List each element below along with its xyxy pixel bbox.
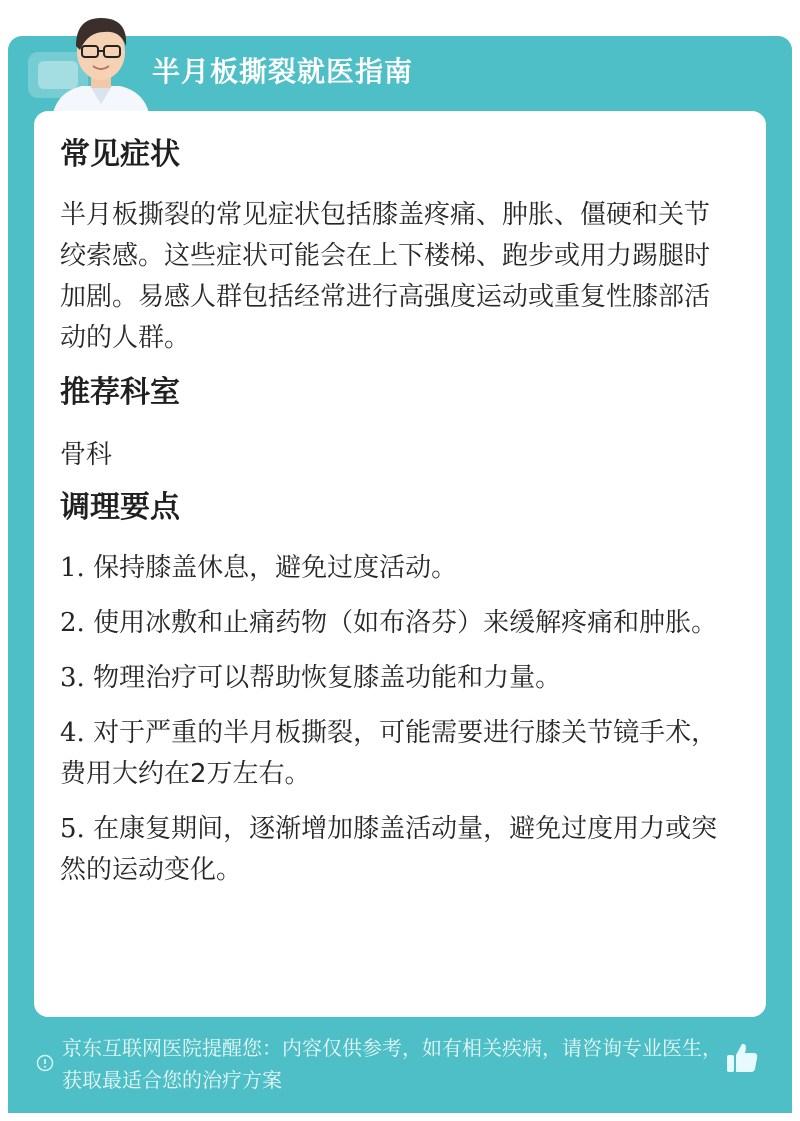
doctor-avatar [46,6,156,118]
list-item [60,548,726,589]
list-item-number: 1. [60,553,85,583]
list-item-text: 使用冰敷和止痛药物（如布洛芬）来缓解疼痛和肿胀。 [84,608,718,638]
list-item-text: 物理治疗可以帮助恢复膝盖功能和力量。 [84,663,562,693]
symptoms-text: 半月板撕裂的常见症状包括膝盖疼痛、肿胀、僵硬和关节绞索感。这些症状可能会在上下楼梯、跑步或用力踢腿时加剧。易感人群包括经常进行高强度运动或重复性膝部活动的人群。 [60,200,711,353]
department-text: 骨科 [60,440,113,470]
content-card [34,111,766,1017]
content-body [60,135,726,905]
list-item-number: 5. [60,814,85,844]
care-list [60,548,726,891]
info-icon [36,1054,54,1072]
disclaimer-text: 京东互联网医院提醒您：内容仅供参考，如有相关疾病，请咨询专业医生，获取最适合您的治疗方案 [62,1036,722,1092]
list-item-text: 对于严重的半月板撕裂，可能需要进行膝关节镜手术，费用大约在2万左右。 [60,718,718,789]
list-item-number: 4. [60,718,85,748]
list-item [60,603,726,644]
care-heading: 调理要点 [60,490,180,525]
symptoms-heading: 常见症状 [60,137,180,172]
list-item [60,713,726,795]
list-item-number: 2. [60,608,85,638]
thumbs-up-icon[interactable] [724,1040,760,1076]
list-item-text: 在康复期间，逐渐增加膝盖活动量，避免过度用力或突然的运动变化。 [60,814,718,885]
list-item [60,809,726,891]
department-heading: 推荐科室 [60,375,180,410]
list-item-number: 3. [60,663,85,693]
list-item [60,658,726,699]
page-title: 半月板撕裂就医指南 [152,55,414,88]
list-item-text: 保持膝盖休息，避免过度活动。 [84,553,458,583]
